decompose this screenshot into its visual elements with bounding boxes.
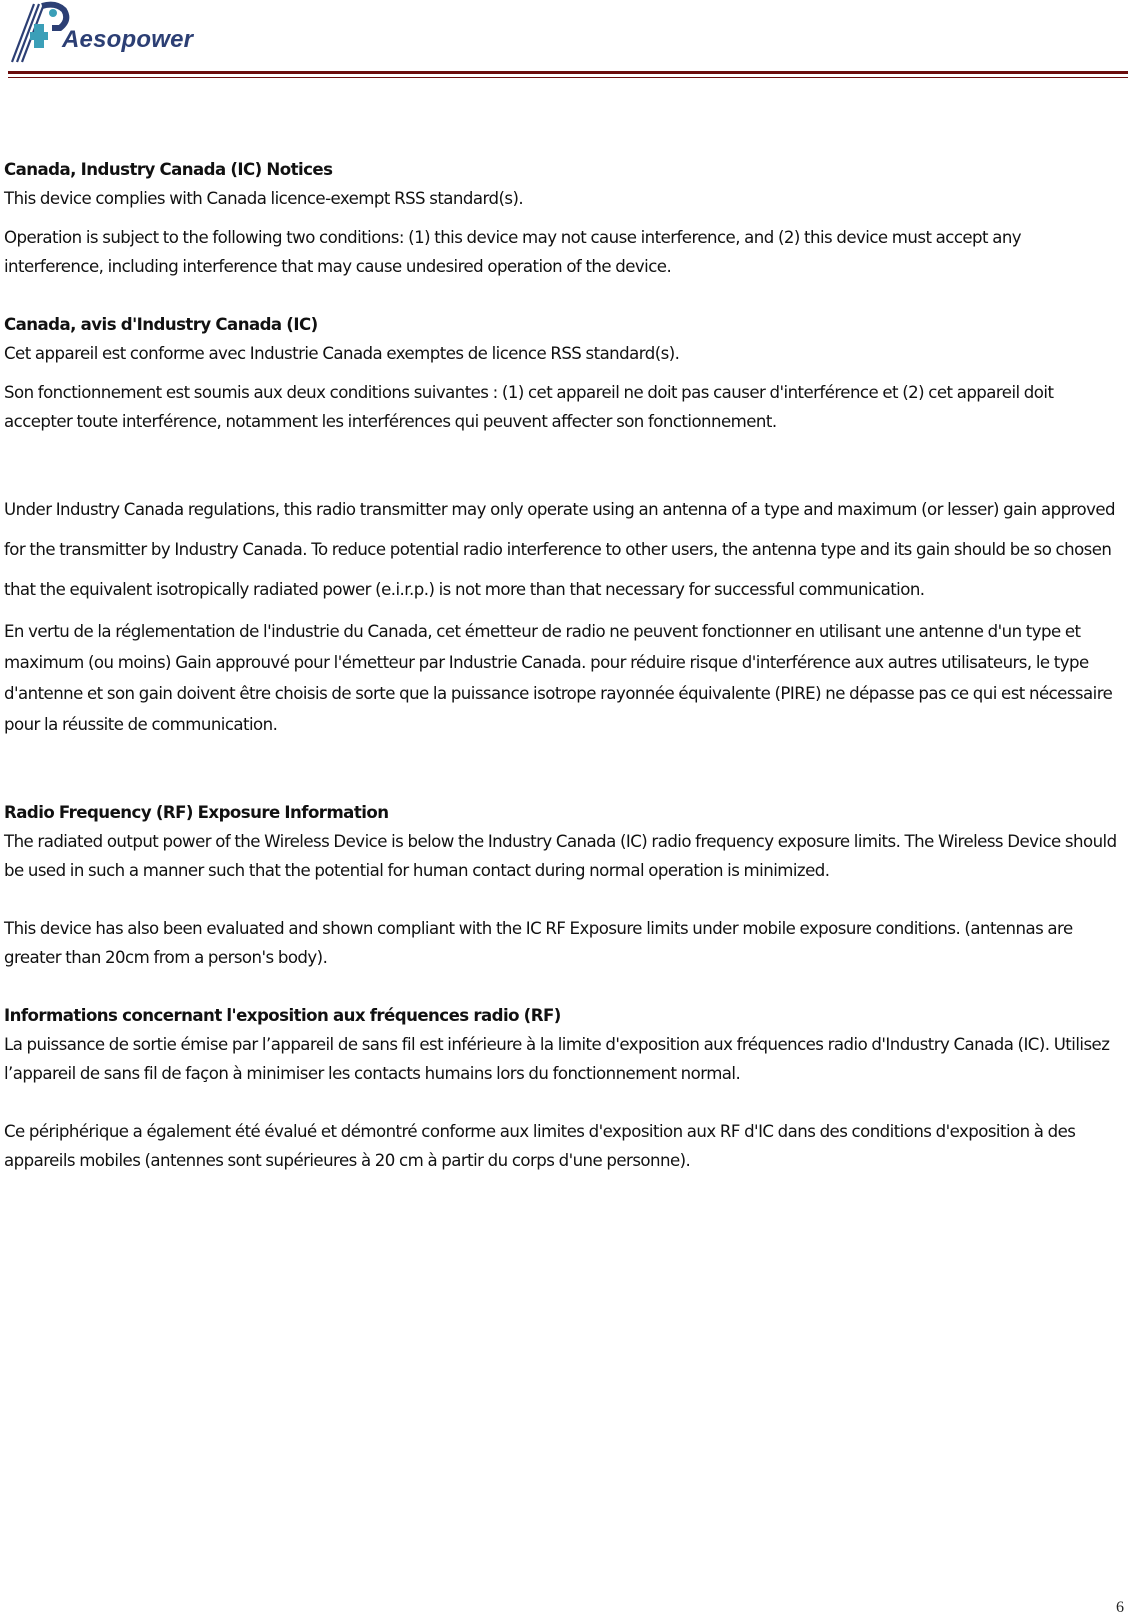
rf-informations-para-2: Ce périphérique a également été évalué et démontré conforme aux limites d'exposition aux RF d'IC dans des conditions d'exposition à des appareils mobiles (antennes sont supérieures à 20 cm à partir du corps d'une personne). (4, 1122, 1076, 1170)
rf-informations-para-1: La puissance de sortie émise par l’appareil de sans fil est inférieure à la limite d'exposition aux fréquences radio d'Industry Canada (IC). Utilisez l’appareil de sans fil de façon à minimiser les contacts humains lors du fonctionnement normal. (4, 1035, 1110, 1083)
antenna-regulation-fr: En vertu de la réglementation de l'industrie du Canada, cet émetteur de radio ne peuvent fonctionner en utilisant une antenne d'un type et maximum (ou moins) Gain approuvé pour l'émetteur par Industrie Canada. pour réduire risque d'interférence aux autres utilisateurs, le type d'antenne et son gain doivent être choisis de sorte que la puissance isotrope rayonnée équivalente (PIRE) ne dépasse pas ce qui est nécessaire pour la réussite de communication. (4, 622, 1113, 734)
ic-avis-heading: Canada, avis d'Industry Canada (IC) (4, 315, 318, 334)
rf-exposure-heading: Radio Frequency (RF) Exposure Information (4, 803, 389, 822)
ic-notices-heading: Canada, Industry Canada (IC) Notices (4, 160, 333, 179)
header-rule-thick (8, 71, 1128, 74)
antenna-regulation-en: Under Industry Canada regulations, this radio transmitter may only operate using an antenna of a type and maximum (or lesser) gain approved for the transmitter by Industry Canada. To reduce potential radio interference to other users, the antenna type and its gain should be so chosen that the equivalent isotropically radiated power (e.i.r.p.) is not more than that necessary for successful communication. (4, 500, 1116, 599)
ic-notices-para-1: This device complies with Canada licence-exempt RSS standard(s). (4, 189, 524, 208)
brand-name: Aesopower (62, 26, 194, 53)
rf-exposure-para-1: The radiated output power of the Wireless Device is below the Industry Canada (IC) radio frequency exposure limits. The Wireless Device should be used in such a manner such that the potential for human contact during normal operation is minimized. (4, 832, 1117, 880)
rf-exposure-para-2: This device has also been evaluated and shown compliant with the IC RF Exposure limits under mobile exposure conditions. (antennas are greater than 20cm from a person's body). (4, 919, 1073, 967)
ic-avis-para-2: Son fonctionnement est soumis aux deux conditions suivantes : (1) cet appareil ne doit pas causer d'interférence et (2) cet appareil doit accepter toute interférence, notamment les interférences qui peuvent affecter son fonctionnement. (4, 383, 1054, 431)
header-rule-thin (8, 77, 1128, 78)
document-body (4, 155, 1124, 1175)
page-number: 6 (1116, 1599, 1124, 1616)
ic-notices-para-2: Operation is subject to the following two conditions: (1) this device may not cause interference, and (2) this device must accept any interference, including interference that may cause undesired operation of the device. (4, 228, 1022, 276)
page-header (0, 0, 1128, 90)
rf-informations-heading: Informations concernant l'exposition aux fréquences radio (RF) (4, 1006, 561, 1025)
ic-avis-para-1: Cet appareil est conforme avec Industrie Canada exemptes de licence RSS standard(s). (4, 344, 680, 363)
